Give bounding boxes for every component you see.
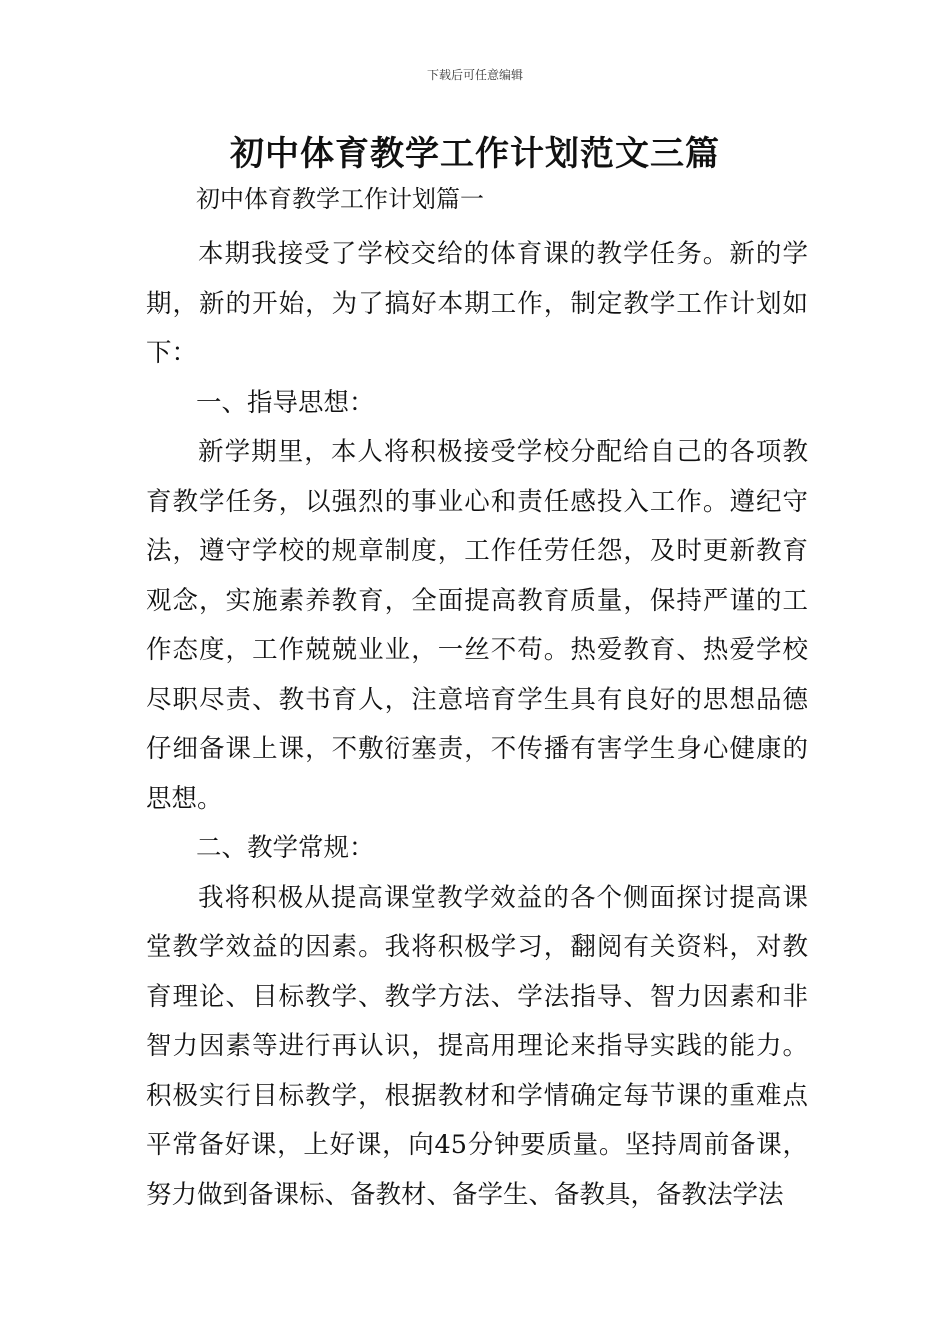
intro-paragraph: 本期我接受了学校交给的体育课的教学任务。新的学期，新的开始，为了搞好本期工作，制定教学工作计划如下： [146, 239, 808, 368]
section-2-heading: 二、教学常规： [196, 833, 375, 863]
document-body [146, 178, 808, 1220]
header-note: 下载后可任意编辑 [426, 68, 523, 82]
section-2-paragraph: 我将积极从提高课堂教学效益的各个侧面探讨提高课堂教学效益的因素。我将积极学习，翻阅有关资料，对教育理论、目标教学、教学方法、学法指导、智力因素和非智力因素等进行再认识，提高用理论来指导实践的能力。积极实行目标教学，根据教材和学情确定每节课的重难点平常备好课，上好课，向45分钟要质量。坚持周前备课，努力做到备课标、备教材、备学生、备教具，备教法学法 [146, 882, 808, 1210]
section-1-heading: 一、指导思想： [196, 387, 375, 418]
document-title: 初中体育教学工作计划范文三篇 [230, 134, 720, 174]
subtitle: 初中体育教学工作计划篇一 [196, 185, 484, 213]
section-1-paragraph: 新学期里，本人将积极接受学校分配给自己的各项教育教学任务，以强烈的事业心和责任感投入工作。遵纪守法，遵守学校的规章制度，工作任劳任怨，及时更新教育观念，实施素养教育，全面提高教育质量，保持严谨的工作态度，工作兢兢业业，一丝不苟。热爱教育、热爱学校尽职尽责、教书育人，注意培育学生具有良好的思想品德仔细备课上课，不敷衍塞责，不传播有害学生身心健康的思想。 [146, 437, 808, 814]
